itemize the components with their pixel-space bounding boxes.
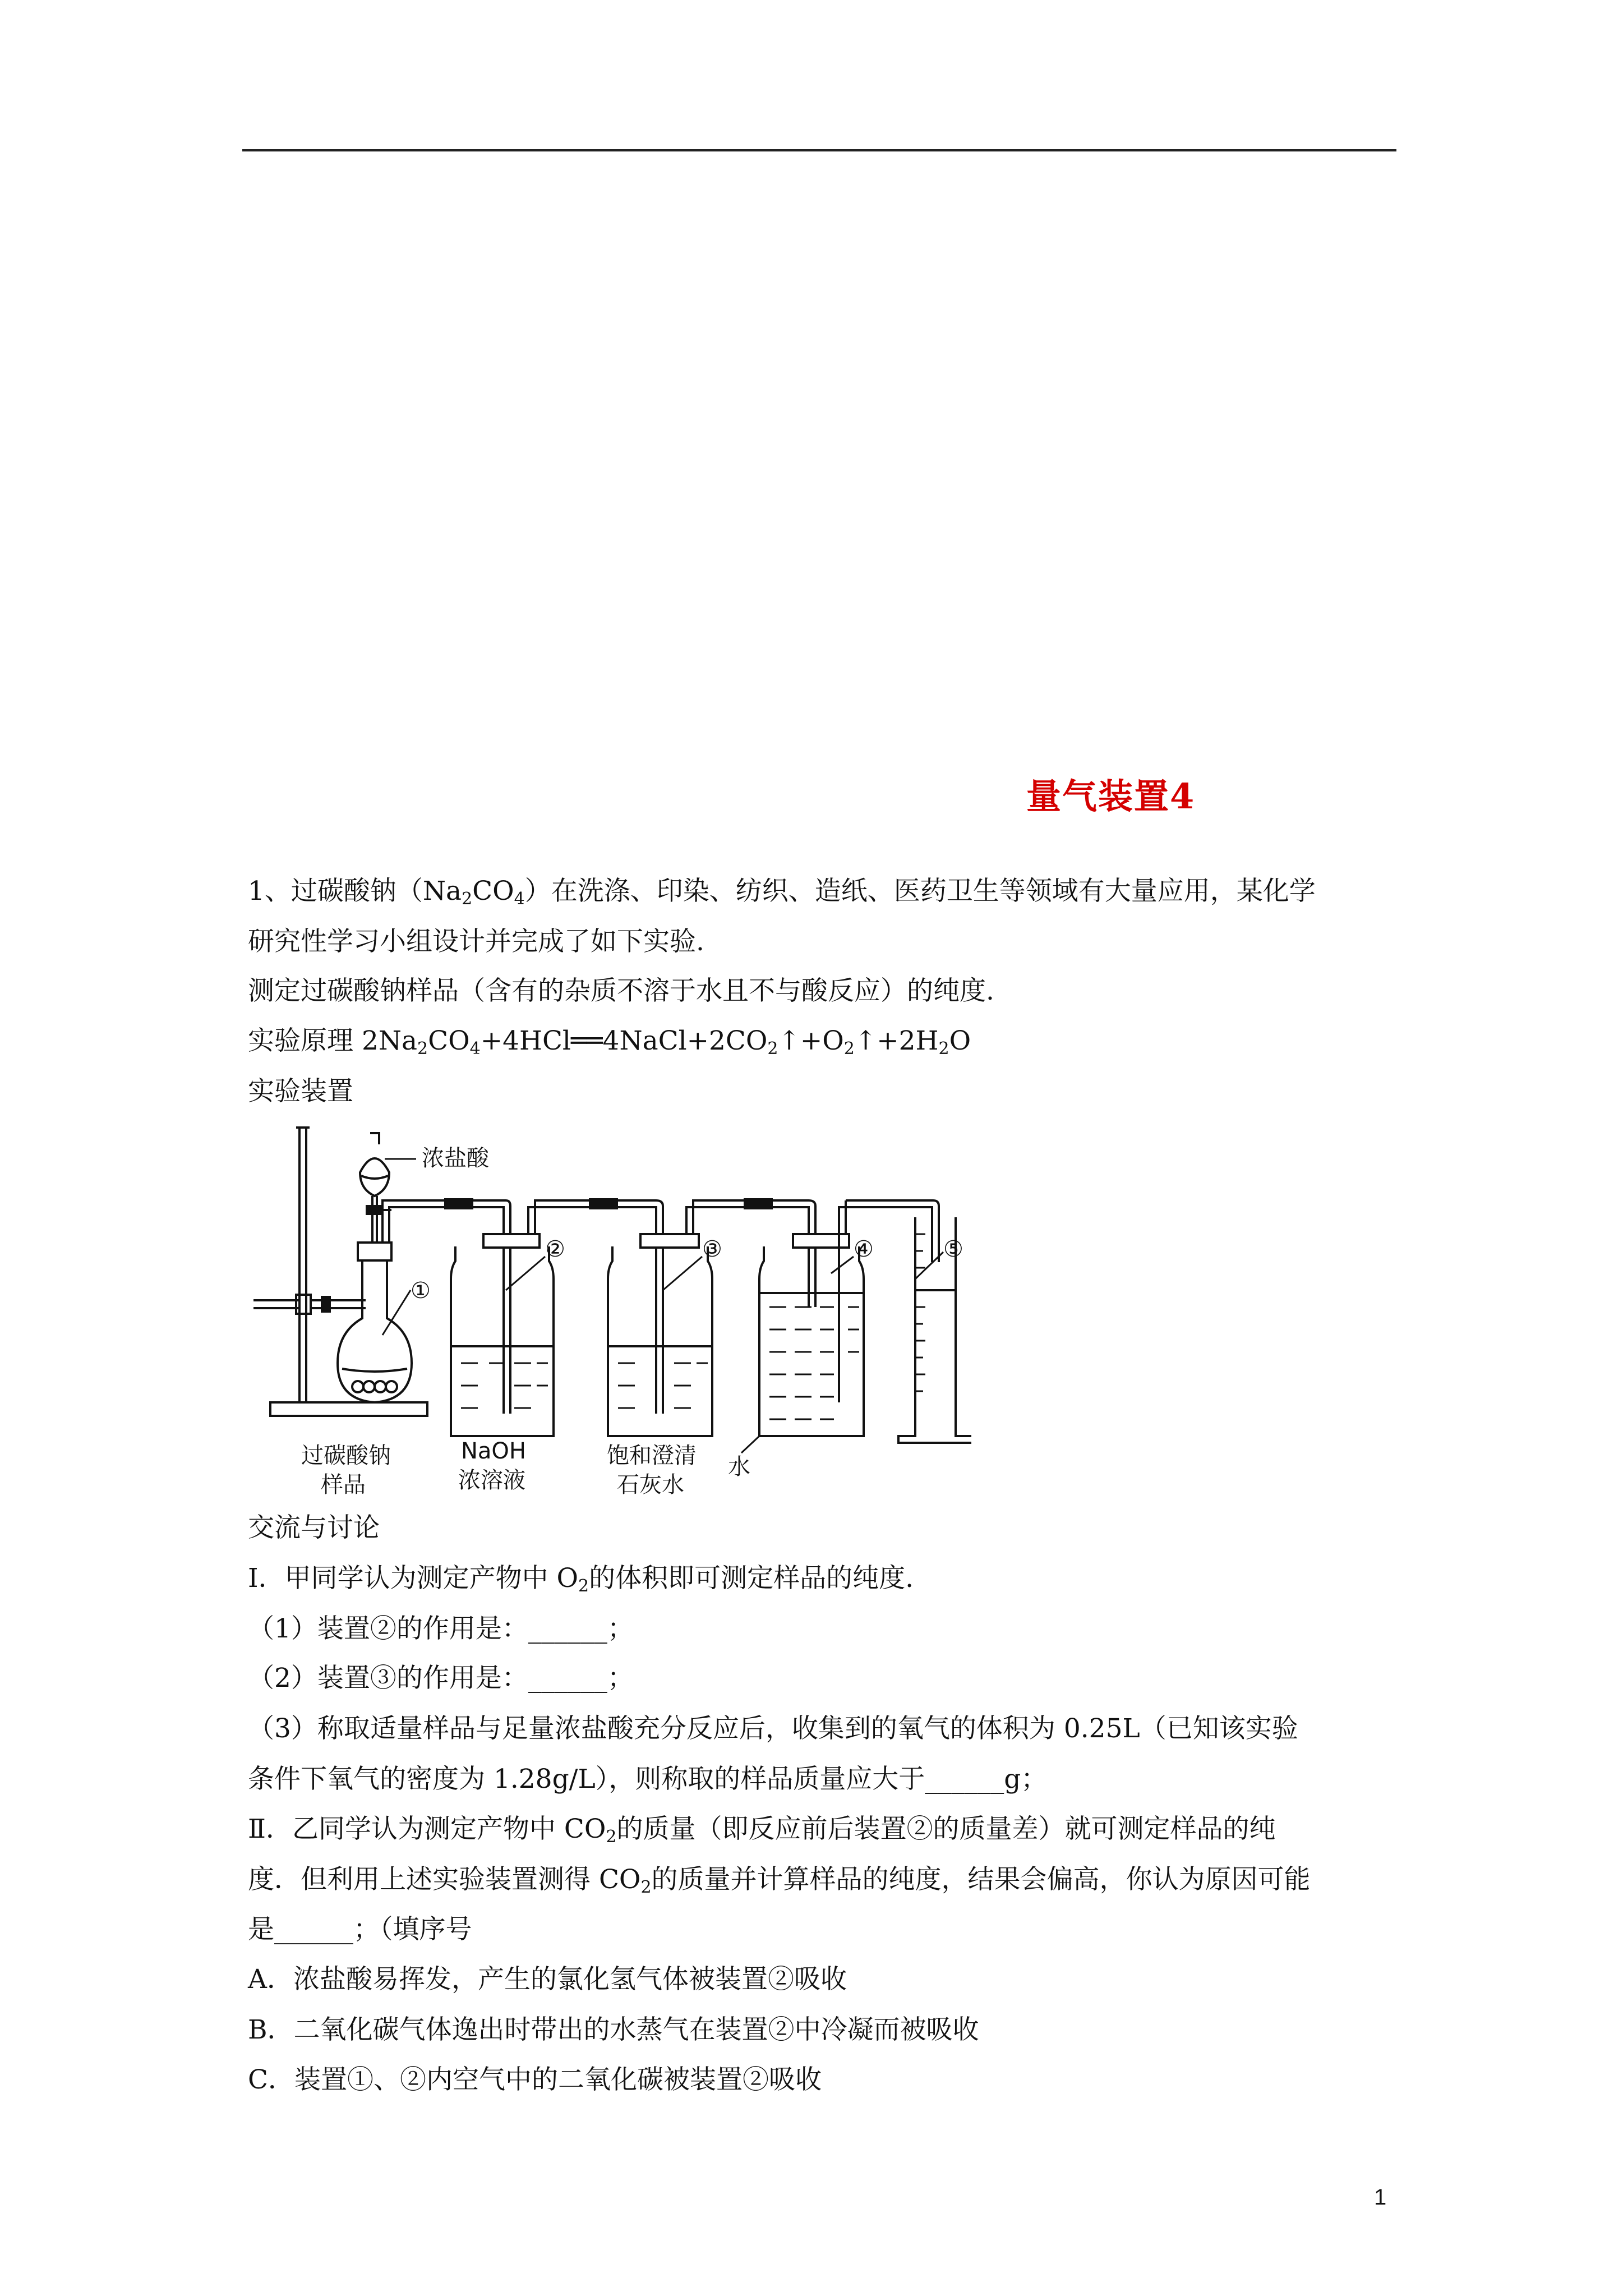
apparatus-label: 实验装置 xyxy=(248,1076,353,1107)
label-circle-3: ③ xyxy=(702,1236,722,1262)
page-number: 1 xyxy=(1374,2185,1387,2210)
label-concentrated-hcl: 浓盐酸 xyxy=(422,1145,489,1171)
question-1: （1）装置②的作用是：______； xyxy=(248,1613,634,1644)
label-limewater-line-1: 饱和澄清 xyxy=(607,1443,697,1469)
header-rule xyxy=(242,149,1396,151)
page-title: 量气装置4 xyxy=(1026,776,1196,817)
label-sample-line-1: 过碳酸钠 xyxy=(301,1443,391,1469)
part2-line-2: 度．但利用上述实验装置测得 $CO_2$的质量并计算样品的纯度，结果会偏高，你认为原因可能 xyxy=(248,1864,1311,1897)
label-circle-2: ② xyxy=(545,1236,565,1262)
label-circle-1: ① xyxy=(411,1278,431,1304)
label-sample-line-2: 样品 xyxy=(321,1472,366,1498)
principle-line: 实验原理 $2Na_2CO_4+4HCl══4NaCl+2CO_2↑+O_2↑+2H_2O$ xyxy=(248,1025,971,1059)
label-limewater-line-2: 石灰水 xyxy=(617,1472,684,1498)
question-3-line-2: 条件下氧气的密度为 1.28g/L），则称取的样品质量应大于______g； xyxy=(248,1764,1048,1795)
label-circle-5: ⑤ xyxy=(943,1236,963,1262)
part2-line-1: Ⅱ．乙同学认为测定产物中 $CO_2$的质量（即反应前后装置②的质量差）就可测定样品的纯 xyxy=(248,1814,1276,1847)
option-c: C．装置①、②内空气中的二氧化碳被装置②吸收 xyxy=(248,2064,822,2095)
question-3-line-1: （3）称取适量样品与足量浓盐酸充分反应后，收集到的氧气的体积为 0.25L（已知该实验 xyxy=(248,1713,1298,1744)
label-water: 水 xyxy=(728,1454,750,1480)
label-naoh-line-1: NaOH xyxy=(461,1438,526,1464)
question-2: （2）装置③的作用是：______； xyxy=(248,1663,634,1694)
discussion-label: 交流与讨论 xyxy=(248,1512,380,1543)
question-intro-line-1: 1、过碳酸钠$(Na_2CO_4)$在洗涤、印染、纺织、造纸、医药卫生等领域有大量应用，某化学 xyxy=(248,876,1316,909)
part1-statement: Ⅰ．甲同学认为测定产物中 $O_2$的体积即可测定样品的纯度. xyxy=(248,1563,914,1596)
part2-line-3: 是______；（填序号 xyxy=(248,1914,472,1945)
question-intro-line-2: 研究性学习小组设计并完成了如下实验. xyxy=(248,926,704,957)
apparatus-figure xyxy=(248,1122,971,1503)
label-circle-4: ④ xyxy=(854,1236,874,1262)
option-a: A．浓盐酸易挥发，产生的氯化氢气体被装置②吸收 xyxy=(248,1964,847,1995)
question-intro-line-3: 测定过碳酸钠样品（含有的杂质不溶于水且不与酸反应）的纯度. xyxy=(248,976,994,1006)
option-b: B．二氧化碳气体逸出时带出的水蒸气在装置②中冷凝而被吸收 xyxy=(248,2014,979,2045)
label-naoh-line-2: 浓溶液 xyxy=(458,1467,525,1493)
